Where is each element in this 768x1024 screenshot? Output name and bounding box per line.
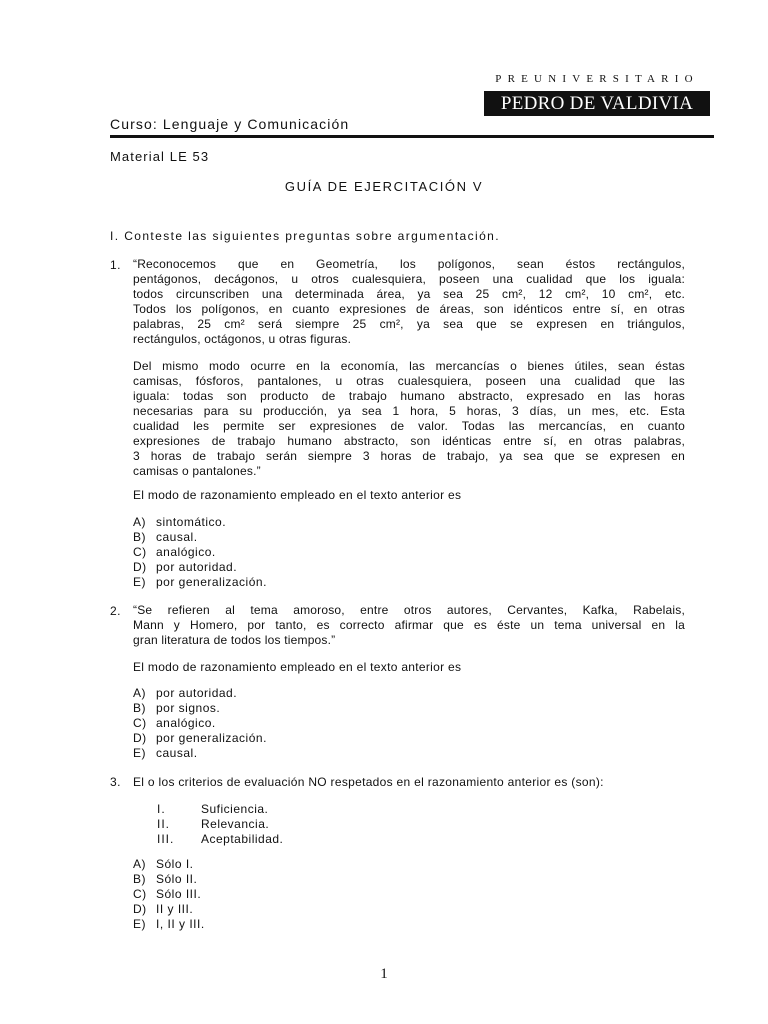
question-1-paragraph-2 [133,359,685,479]
question-1-number: 1. [110,258,122,272]
criterion-roman: I. [157,802,166,816]
answer-option [133,545,267,560]
option-letter: E) [133,917,146,931]
question-3-number: 3. [110,775,122,789]
option-letter: B) [133,530,146,544]
paragraph-line: pentágonos, decágonos, u otros cualesquiera, poseen una cualidad que los iguala: [133,272,685,286]
criterion-row [157,817,283,832]
criterion-text: Aceptabilidad. [201,832,284,846]
question-2-options [133,686,267,761]
option-text: Sólo III. [156,887,202,901]
answer-option [133,701,267,716]
option-letter: C) [133,887,147,901]
answer-option [133,560,267,575]
paragraph-line: gran literatura de todos los tiempos.” [133,633,336,647]
paragraph-line: Todos los polígonos, en cuanto expresiones de áreas, son idénticos entre sí, en otras [133,302,685,316]
criterion-roman: III. [157,832,175,846]
paragraph-line: camisas, fósforos, pantalones, u otras cualesquiera, poseen una cualidad que las [133,374,685,388]
option-letter: D) [133,560,147,574]
answer-option [133,716,267,731]
answer-option [133,872,205,887]
question-3-options [133,857,205,932]
option-text: por autoridad. [156,560,238,574]
question-1-options [133,515,267,590]
answer-option [133,857,205,872]
option-text: por generalización. [156,575,267,589]
criterion-row [157,802,283,817]
paragraph-line: camisas o pantalones.” [133,464,261,478]
option-text: Sólo II. [156,872,198,886]
answer-option [133,515,267,530]
paragraph-line: iguala: todas son producto de trabajo humano abstracto, expresado en las horas [133,389,685,403]
question-2-paragraph [133,603,685,648]
paragraph-line: todos circunscriben una determinada área, ya sea 25 cm², 12 cm², 10 cm², etc. [133,287,685,301]
answer-option [133,746,267,761]
paragraph-line: necesarias para su producción, ya sea 1 hora, 5 horas, 3 días, un mes, etc. Esta [133,404,685,418]
section-instruction: I. Conteste las siguientes preguntas sobre argumentación. [110,229,500,243]
answer-option [133,530,267,545]
paragraph-line: “Se refieren al tema amoroso, entre otros autores, Cervantes, Kafka, Rabelais, [133,603,685,617]
criterion-row [157,832,283,847]
option-letter: A) [133,515,146,529]
criterion-text: Suficiencia. [201,802,269,816]
answer-option [133,917,205,932]
option-text: por autoridad. [156,686,238,700]
guide-title: GUÍA DE EJERCITACIÓN V [284,179,484,194]
answer-option [133,686,267,701]
brand-name: PEDRO DE VALDIVIA [484,91,710,116]
question-3-criteria [157,802,283,847]
paragraph-line: rectángulos, octágonos, u otras figuras. [133,332,352,346]
option-text: causal. [156,530,198,544]
option-letter: C) [133,545,147,559]
question-2-number: 2. [110,604,122,618]
option-letter: E) [133,575,146,589]
option-letter: B) [133,701,146,715]
option-text: Sólo I. [156,857,194,871]
option-letter: B) [133,872,146,886]
answer-option [133,887,205,902]
paragraph-line: “Reconocemos que en Geometría, los polígonos, sean éstos rectángulos, [133,257,685,271]
option-text: por signos. [156,701,221,715]
criterion-roman: II. [157,817,171,831]
option-letter: A) [133,686,146,700]
answer-option [133,902,205,917]
header-rule [110,135,714,138]
brand-top-text: PREUNIVERSITARIO [495,73,699,85]
paragraph-line: cualidad les permite ser expresiones de valor. Todas las mercancías, en cuanto [133,419,685,433]
option-text: causal. [156,746,198,760]
course-title: Curso: Lenguaje y Comunicación [110,116,350,132]
question-3-prompt: El o los criterios de evaluación NO respetados en el razonamiento anterior es (son): [133,775,604,789]
option-text: II y III. [156,902,194,916]
option-text: I, II y III. [156,917,205,931]
brand-logo [484,72,710,116]
option-letter: E) [133,746,146,760]
material-code: Material LE 53 [110,149,210,164]
question-1-prompt: El modo de razonamiento empleado en el texto anterior es [133,488,462,502]
page-number: 1 [380,966,388,982]
criterion-text: Relevancia. [201,817,270,831]
answer-option [133,731,267,746]
option-text: sintomático. [156,515,227,529]
option-letter: D) [133,902,147,916]
option-text: por generalización. [156,731,267,745]
paragraph-line: Mann y Homero, por tanto, es correcto afirmar que es éste un tema universal en la [133,618,685,632]
paragraph-line: palabras, 25 cm² será siempre 25 cm², ya sea que se expresen en triángulos, [133,317,685,331]
option-letter: C) [133,716,147,730]
answer-option [133,575,267,590]
option-text: analógico. [156,716,216,730]
option-letter: A) [133,857,146,871]
option-letter: D) [133,731,147,745]
paragraph-line: expresiones de trabajo humano abstracto, son idénticas entre sí, en otras palabras, [133,434,685,448]
question-1-paragraph-1 [133,257,685,347]
paragraph-line: 3 horas de trabajo serán siempre 3 horas de trabajo, ya sea que se expresen en [133,449,685,463]
question-2-prompt: El modo de razonamiento empleado en el texto anterior es [133,660,462,674]
paragraph-line: Del mismo modo ocurre en la economía, las mercancías o bienes útiles, sean éstas [133,359,685,373]
option-text: analógico. [156,545,216,559]
